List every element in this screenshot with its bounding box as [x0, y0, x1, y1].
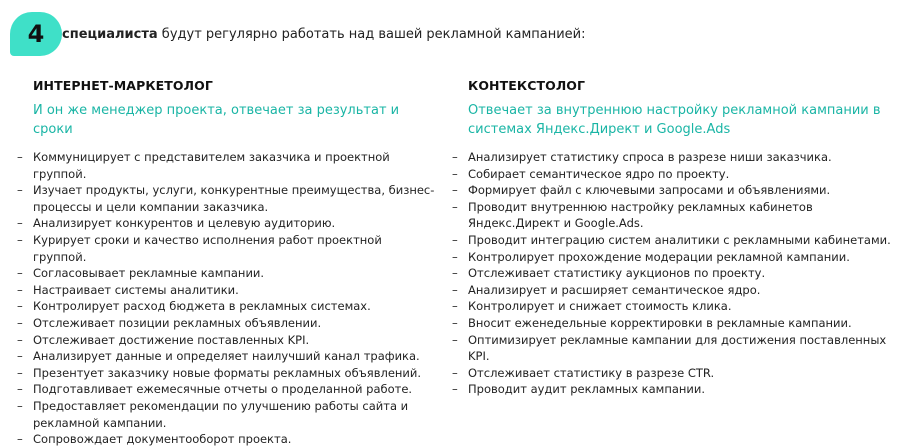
list-item-text: Курирует сроки и качество исполнения работ проектной группой.: [33, 232, 382, 264]
list-item-text: Отслеживает статистику в разрезе CTR.: [468, 365, 715, 380]
dash-bullet-icon: –: [452, 166, 458, 181]
list-item-text: Анализирует данные и определяет наилучший канал трафика.: [33, 349, 420, 364]
list-item: [452, 199, 892, 232]
list-item: [17, 315, 437, 332]
dash-bullet-icon: –: [17, 432, 23, 447]
list-item-text: Анализирует статистику спроса в разрезе ниши заказчика.: [468, 150, 832, 164]
list-item-text: Настраивает системы аналитики.: [33, 282, 239, 297]
dash-bullet-icon: –: [17, 382, 23, 397]
list-item: [452, 282, 892, 299]
list-item: [452, 182, 892, 199]
list-item-text: Проводит аудит рекламных кампании.: [468, 382, 706, 397]
dash-bullet-icon: –: [452, 299, 458, 314]
dash-bullet-icon: –: [452, 232, 458, 247]
list-item: [17, 381, 437, 398]
list-item-text: Сопровождает документооборот проекта.: [33, 432, 292, 447]
list-item: [17, 265, 437, 282]
header-rest: будут регулярно работать над вашей рекламной кампанией:: [157, 26, 586, 42]
dash-bullet-icon: –: [452, 282, 458, 297]
dash-bullet-icon: –: [17, 398, 23, 413]
dash-bullet-icon: –: [452, 332, 458, 347]
header: [10, 12, 586, 56]
header-text: [62, 27, 586, 42]
dash-bullet-icon: –: [17, 266, 23, 281]
list-item-text: Оптимизирует рекламные кампании для достижения поставленных KPI.: [468, 332, 887, 364]
list-item: [17, 365, 437, 382]
list-item: [452, 365, 892, 382]
dash-bullet-icon: –: [452, 382, 458, 397]
header-bold-word: специалиста: [62, 26, 158, 42]
list-item: [17, 215, 437, 232]
list-item-text: Отслеживает достижение поставленных KPI.: [33, 332, 310, 347]
list-item-text: Собирает семантическое ядро по проекту.: [468, 166, 730, 181]
dash-bullet-icon: –: [17, 183, 23, 198]
list-item-text: Контролирует и снижает стоимость клика.: [468, 299, 732, 314]
contextologist-title: КОНТЕКСТОЛОГ: [468, 78, 586, 93]
dash-bullet-icon: –: [452, 249, 458, 264]
dash-bullet-icon: –: [17, 216, 23, 231]
list-item-text: Согласовывает рекламные кампании.: [33, 266, 265, 281]
list-item-text: Изучает продукты, услуги, конкурентные преимущества, бизнес-процессы и цели компании заказчика.: [33, 183, 435, 214]
dash-bullet-icon: –: [17, 282, 23, 297]
dash-bullet-icon: –: [17, 365, 23, 380]
list-item-text: Формирует файл с ключевыми запросами и объявлениями.: [468, 183, 831, 198]
column-marketer: [17, 78, 437, 448]
dash-bullet-icon: –: [452, 315, 458, 330]
contextologist-duties-list: [452, 149, 892, 398]
column-contextologist: [452, 78, 892, 398]
list-item-text: Отслеживает позиции рекламных объявлении.: [33, 315, 322, 330]
dash-bullet-icon: –: [17, 299, 23, 314]
dash-bullet-icon: –: [17, 349, 23, 364]
list-item-text: Проводит внутреннюю настройку рекламных кабинетов Яндекс.Директ и Google.Ads.: [468, 199, 813, 231]
dash-bullet-icon: –: [17, 315, 23, 330]
list-item-text: Подготавливает ежемесячные отчеты о проделанной работе.: [33, 382, 413, 397]
list-item: [452, 298, 892, 315]
list-item: [17, 149, 437, 182]
list-item: [17, 182, 437, 215]
list-item: [452, 149, 892, 166]
list-item: [452, 332, 892, 365]
list-item-text: Анализирует и расширяет семантическое ядро.: [468, 282, 761, 297]
dash-bullet-icon: –: [452, 183, 458, 198]
dash-bullet-icon: –: [452, 199, 458, 214]
list-item: [452, 232, 892, 249]
list-item: [17, 348, 437, 365]
specialists-count-badge: 4: [10, 12, 62, 56]
list-item-text: Коммуницирует с представителем заказчика и проектной группой.: [33, 150, 390, 181]
list-item-text: Контролирует прохождение модерации рекламной кампании.: [468, 249, 850, 264]
list-item-text: Отслеживает статистику аукционов по проекту.: [468, 266, 766, 281]
list-item-text: Анализирует конкурентов и целевую аудиторию.: [33, 216, 336, 231]
list-item-text: Контролирует расход бюджета в рекламных системах.: [33, 299, 371, 314]
list-item-text: Презентует заказчику новые форматы рекламных объявлений.: [33, 365, 422, 380]
dash-bullet-icon: –: [17, 150, 23, 164]
list-item: [452, 381, 892, 398]
marketer-subtitle: И он же менеджер проекта, отвечает за результат и сроки: [33, 103, 400, 137]
list-item: [452, 265, 892, 282]
list-item: [17, 298, 437, 315]
dash-bullet-icon: –: [452, 150, 458, 164]
list-item: [452, 315, 892, 332]
dash-bullet-icon: –: [17, 232, 23, 247]
list-item: [17, 282, 437, 299]
dash-bullet-icon: –: [452, 266, 458, 281]
marketer-title: ИНТЕРНЕТ-МАРКЕТОЛОГ: [33, 78, 213, 93]
contextologist-subtitle: Отвечает за внутреннюю настройку рекламной кампании в системах Яндекс.Директ и Google.Ads: [468, 103, 881, 137]
list-item-text: Проводит интеграцию систем аналитики с рекламными кабинетами.: [468, 232, 891, 247]
dash-bullet-icon: –: [452, 365, 458, 380]
list-item: [17, 232, 437, 265]
list-item-text: Предоставляет рекомендации по улучшению работы сайта и рекламной кампании.: [33, 398, 409, 430]
list-item-text: Вносит еженедельные корректировки в рекламные кампании.: [468, 315, 852, 330]
list-item: [17, 431, 437, 448]
list-item: [17, 332, 437, 349]
list-item: [17, 398, 437, 431]
list-item: [452, 166, 892, 183]
list-item: [452, 249, 892, 266]
dash-bullet-icon: –: [17, 332, 23, 347]
marketer-duties-list: [17, 149, 437, 448]
